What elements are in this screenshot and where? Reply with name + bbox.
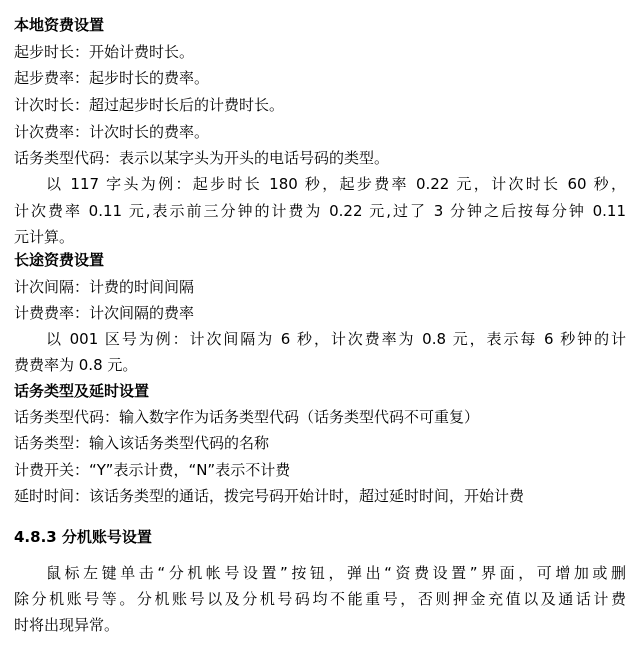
- call-type-delay-heading: 话务类型及延时设置: [14, 382, 150, 400]
- local-rates-line-start-rate: 起步费率：起步时长的费率。: [14, 69, 210, 87]
- local-rates-example-line-3: 元计算。: [14, 228, 75, 246]
- section-4-8-3-paragraph-line-3: 时将出现异常。: [14, 616, 120, 634]
- long-distance-example-line-2: 费费率为 0.8 元。: [14, 356, 138, 374]
- local-rates-line-unit-rate: 计次费率：计次时长的费率。: [14, 123, 210, 141]
- long-distance-rates-heading: 长途资费设置: [14, 251, 105, 269]
- call-type-delay-line-delay-time: 延时时间：该话务类型的通话，拨完号码开始计时，超过延时时间，开始计费: [14, 487, 525, 505]
- section-4-8-3-paragraph-line-1: 鼠标左键单击“分机帐号设置”按钮，弹出“资费设置”界面，可增加或删: [46, 564, 626, 582]
- local-rates-example-line-2: 计次费率 0.11 元,表示前三分钟的计费为 0.22 元,过了 3 分钟之后按每分钟 0.11: [14, 202, 626, 220]
- local-rates-line-start-duration: 起步时长：开始计费时长。: [14, 43, 195, 61]
- long-distance-line-interval: 计次间隔：计费的时间间隔: [14, 278, 195, 296]
- local-rates-heading: 本地资费设置: [14, 16, 105, 34]
- local-rates-example-line-1: 以 117 字头为例：起步时长 180 秒，起步费率 0.22 元，计次时长 60 秒，: [46, 175, 626, 193]
- call-type-delay-line-billing-switch: 计费开关：“Y”表示计费，“N”表示不计费: [14, 461, 291, 479]
- local-rates-line-call-type-code: 话务类型代码：表示以某字头为开头的电话号码的类型。: [14, 149, 390, 167]
- call-type-delay-line-code: 话务类型代码：输入数字作为话务类型代码（话务类型代码不可重复）: [14, 408, 480, 426]
- section-4-8-3-heading: 4.8.3 分机账号设置: [14, 528, 152, 546]
- local-rates-line-unit-duration: 计次时长：超过起步时长后的计费时长。: [14, 96, 285, 114]
- call-type-delay-line-type: 话务类型：输入该话务类型代码的名称: [14, 434, 270, 452]
- section-4-8-3-paragraph-line-2: 除分机账号等。分机账号以及分机号码均不能重号，否则押金充值以及通话计费: [14, 590, 626, 608]
- long-distance-line-rate: 计费费率：计次间隔的费率: [14, 304, 195, 322]
- long-distance-example-line-1: 以 001 区号为例：计次间隔为 6 秒，计次费率为 0.8 元，表示每 6 秒钟的计: [46, 330, 626, 348]
